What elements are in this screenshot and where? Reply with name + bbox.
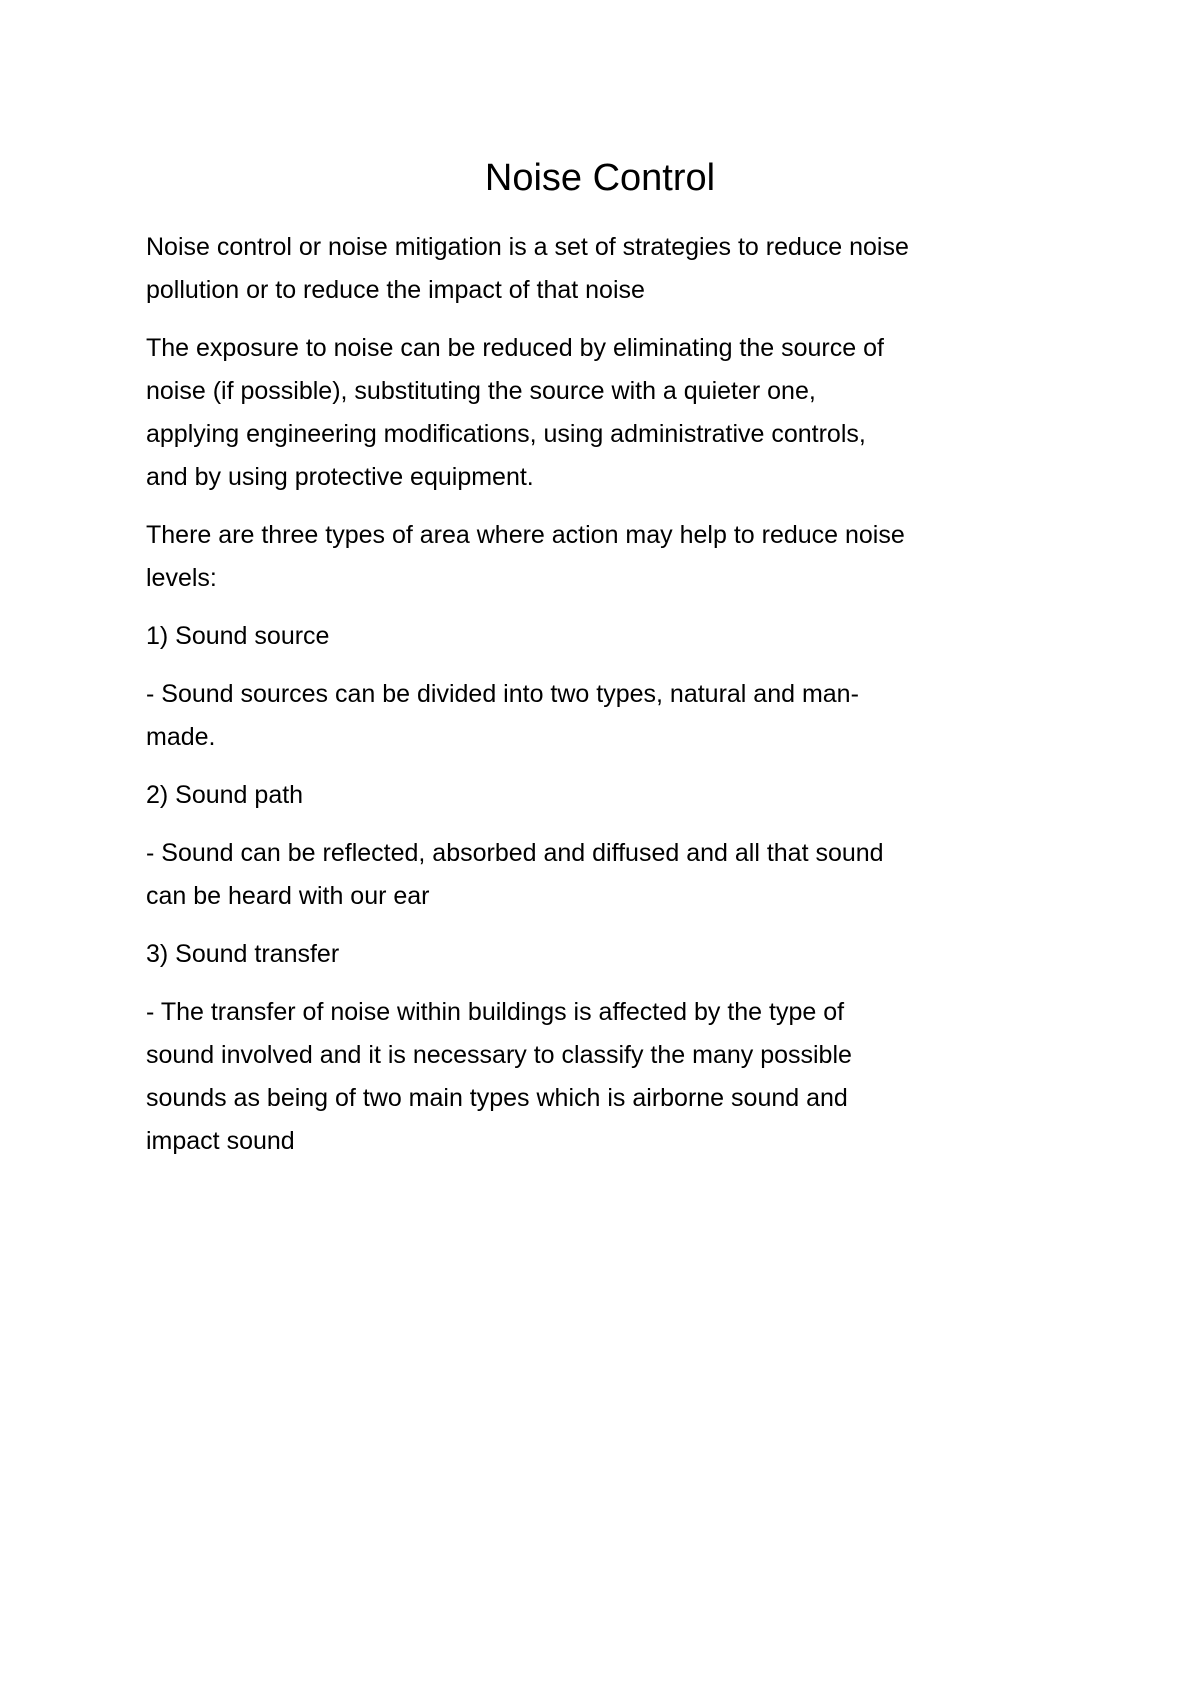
paragraph-intro-types [146,514,1066,600]
list-item-heading-sound-source [146,615,1066,658]
text-line: 3) Sound transfer [146,940,340,968]
text-line: noise (if possible), substituting the source with a quieter one, [146,377,816,405]
text-line: made. [146,723,216,751]
list-item-desc-sound-source [146,673,1066,759]
paragraph-definition [146,226,1066,312]
text-line: - Sound sources can be divided into two types, natural and man- [146,680,859,708]
text-line: sound involved and it is necessary to classify the many possible [146,1041,852,1069]
text-line: There are three types of area where action may help to reduce noise [146,521,905,549]
document-body [146,226,1066,1178]
text-line: 2) Sound path [146,781,304,809]
list-item-heading-sound-transfer [146,933,1066,976]
text-line: and by using protective equipment. [146,463,534,491]
text-line: applying engineering modifications, using administrative controls, [146,420,866,448]
list-item-heading-sound-path [146,774,1066,817]
text-line: pollution or to reduce the impact of that noise [146,276,645,304]
text-line: impact sound [146,1127,295,1155]
list-item-desc-sound-path [146,832,1066,918]
paragraph-exposure [146,327,1066,499]
list-item-desc-sound-transfer [146,991,1066,1163]
text-line: can be heard with our ear [146,882,430,910]
text-line: levels: [146,564,217,592]
text-line: sounds as being of two main types which is airborne sound and [146,1084,848,1112]
text-line: - The transfer of noise within buildings is affected by the type of [146,998,845,1026]
document-title: Noise Control [484,157,716,199]
text-line: 1) Sound source [146,622,330,650]
text-line: Noise control or noise mitigation is a set of strategies to reduce noise [146,233,909,261]
text-line: - Sound can be reflected, absorbed and diffused and all that sound [146,839,884,867]
text-line: The exposure to noise can be reduced by eliminating the source of [146,334,884,362]
